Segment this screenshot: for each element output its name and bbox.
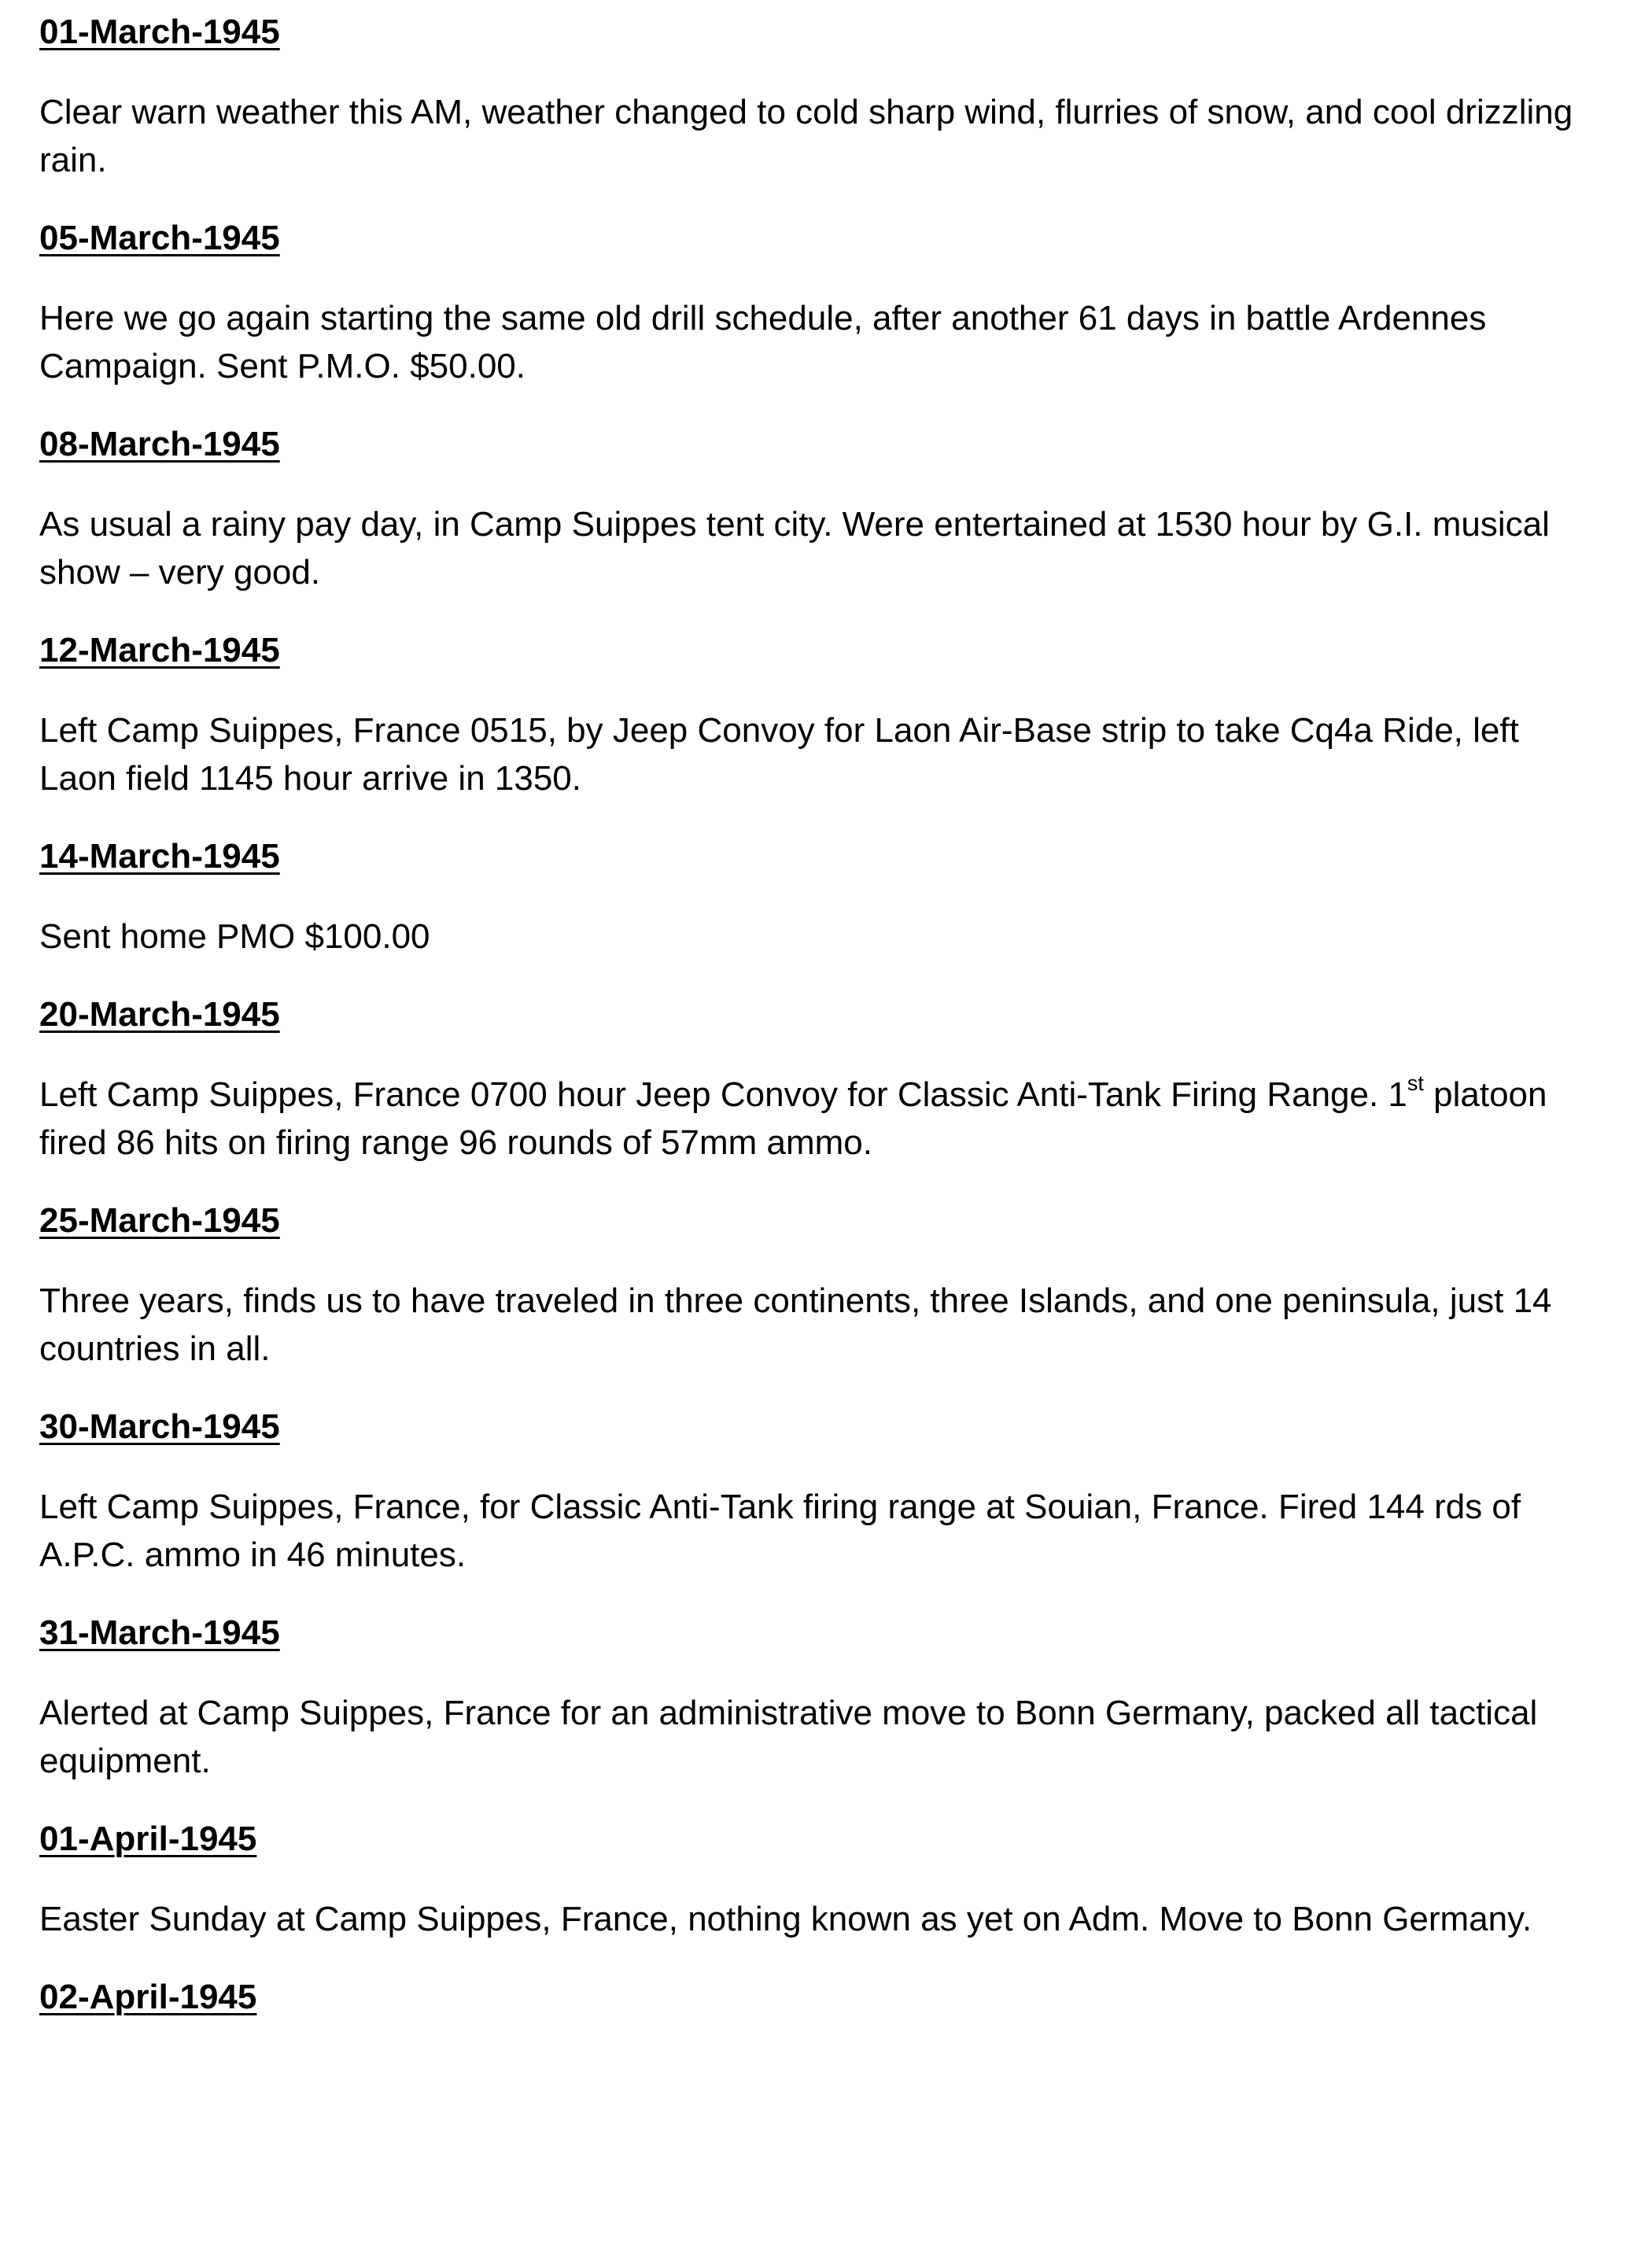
diary-entry [39, 1607, 1605, 1785]
entry-date: 14-March-1945 [39, 837, 280, 876]
entry-date: 12-March-1945 [39, 631, 280, 669]
ordinal-suffix: st [1407, 1071, 1424, 1095]
diary-entry [39, 625, 1605, 802]
entry-date: 25-March-1945 [39, 1201, 280, 1240]
entry-date: 30-March-1945 [39, 1407, 280, 1446]
entry-text: Left Camp Suippes, France 0515, by Jeep Convoy for Laon Air-Base strip to take Cq4a Ride, left Laon field 1145 hour arrive in 1350. [39, 711, 1519, 798]
diary-page [39, 6, 1605, 2023]
entry-date: 01-April-1945 [39, 1820, 257, 1858]
diary-entry [39, 831, 1605, 961]
diary-entry [39, 1401, 1605, 1579]
entry-text: Alerted at Camp Suippes, France for an administrative move to Bonn Germany, packed all tactical equipment. [39, 1694, 1538, 1780]
diary-entry [39, 212, 1605, 390]
entry-text: Here we go again starting the same old drill schedule, after another 61 days in battle Ardennes Campaign. Sent P.M.O. $50.00. [39, 299, 1487, 385]
diary-entry [39, 419, 1605, 596]
diary-entry [39, 1813, 1605, 1943]
entry-date: 01-March-1945 [39, 13, 280, 51]
entry-text: Left Camp Suippes, France, for Classic Anti-Tank firing range at Souian, France. Fired 144 rds of A.P.C. ammo in 46 minutes. [39, 1488, 1521, 1574]
diary-entry [39, 6, 1605, 184]
diary-entry [39, 1971, 1605, 2023]
entry-text-part: platoon fired 86 hits on firing range 96 rounds of 57mm ammo. [39, 1075, 1547, 1162]
entry-text [39, 1071, 1605, 1167]
diary-entry [39, 1195, 1605, 1373]
entry-text: Three years, finds us to have traveled in three continents, three Islands, and one peninsula, just 14 countries in all. [39, 1281, 1552, 1368]
entry-text-part: Left Camp Suippes, France 0700 hour Jeep Convoy for Classic Anti-Tank Firing Range. 1 [39, 1075, 1407, 1114]
entry-date: 08-March-1945 [39, 425, 280, 463]
entry-date: 05-March-1945 [39, 219, 280, 257]
entry-date: 02-April-1945 [39, 1978, 257, 2016]
entry-text: Easter Sunday at Camp Suippes, France, nothing known as yet on Adm. Move to Bonn Germany. [39, 1900, 1532, 1938]
entry-text: Sent home PMO $100.00 [39, 917, 430, 956]
entry-date: 20-March-1945 [39, 995, 280, 1034]
diary-entry [39, 989, 1605, 1167]
entry-text: As usual a rainy pay day, in Camp Suippes tent city. Were entertained at 1530 hour by G.I. musical show – very good. [39, 505, 1550, 592]
entry-date: 31-March-1945 [39, 1613, 280, 1652]
entry-text: Clear warn weather this AM, weather changed to cold sharp wind, flurries of snow, and cool drizzling rain. [39, 93, 1573, 179]
